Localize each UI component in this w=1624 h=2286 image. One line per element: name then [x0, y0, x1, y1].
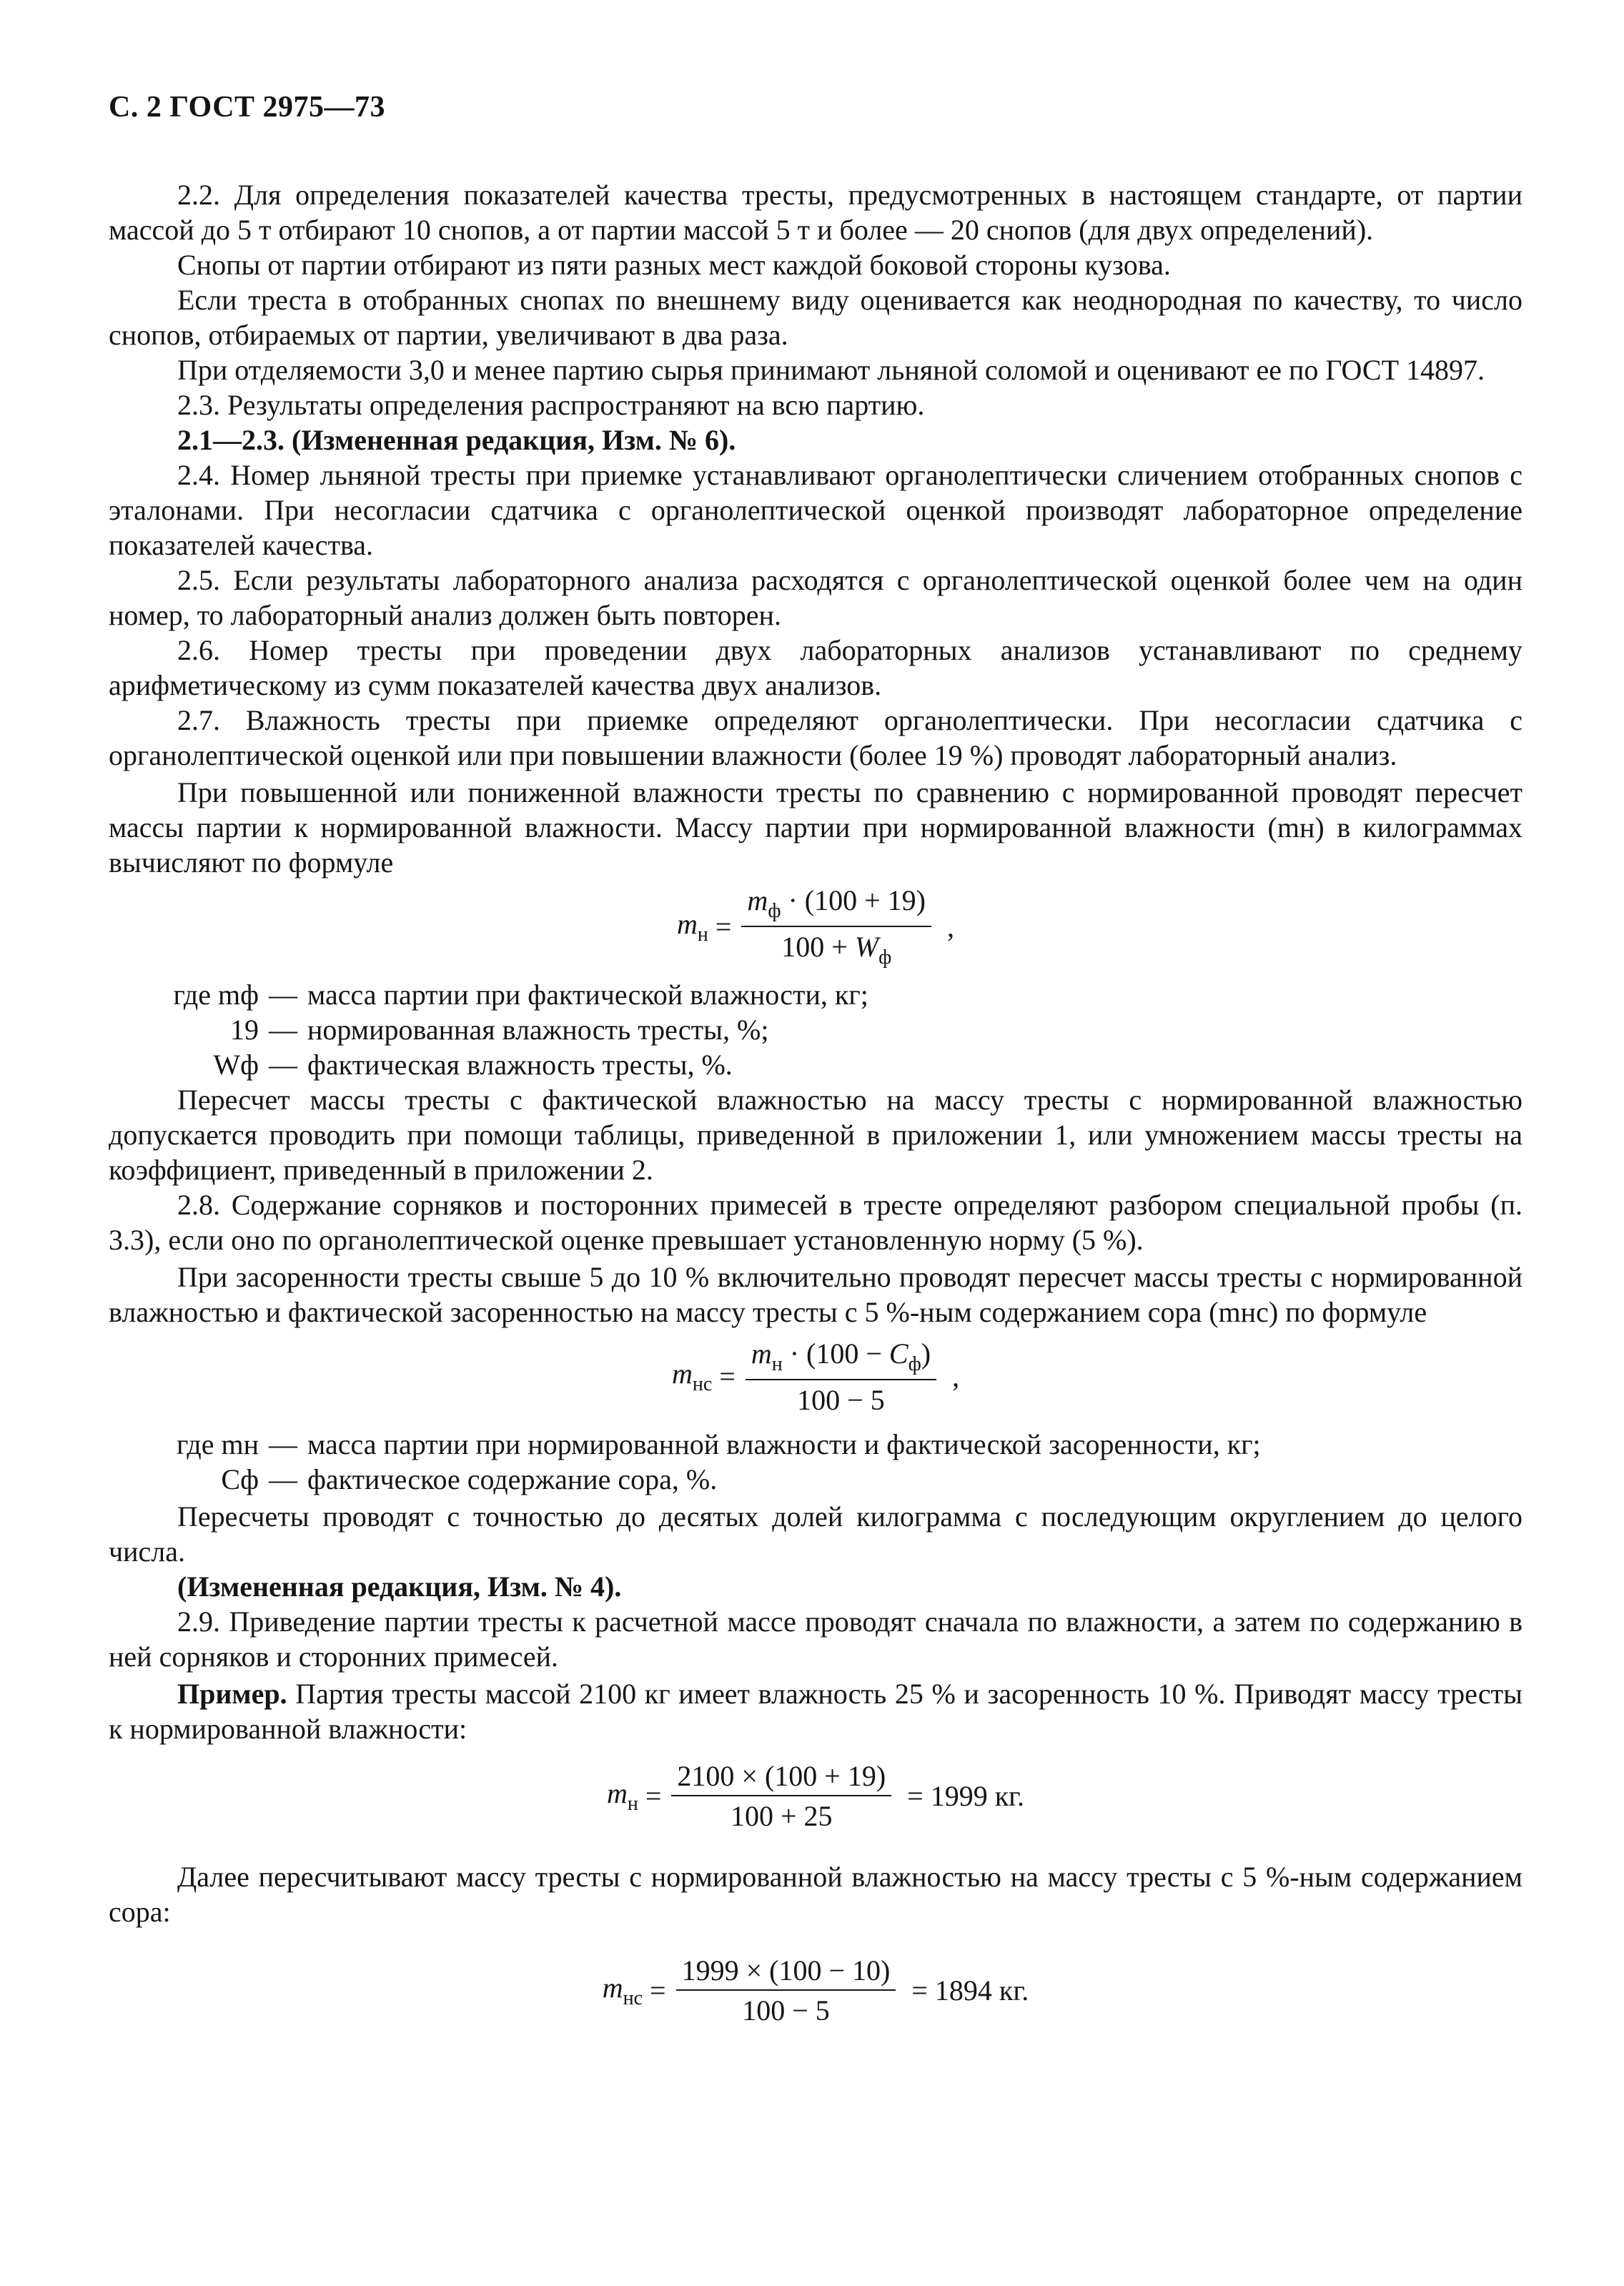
- paragraph-2-9: 2.9. Приведение партии тресты к расчетной массе проводят сначала по влажности, а затем по содержанию в ней сорняков и сторонних примесей.: [109, 1605, 1522, 1673]
- legend-row: где mф — масса партии при фактической влажности, кг;: [173, 979, 868, 1011]
- amendment-note-4: (Измененная редакция, Изм. № 4).: [177, 1570, 622, 1603]
- paragraph-sheaves-source: Снопы от партии отбирают из пяти разных мест каждой боковой стороны кузова.: [177, 249, 1171, 281]
- paragraph-2-8: 2.8. Содержание сорняков и посторонних примесей в тресте определяют разбором специальной пробы (п. 3.3), если оно по органолептической оценке превышает установленную норму (5 %).: [109, 1189, 1522, 1256]
- formula-example-1: $m_н$ = $\frac{2100 \times (100 + 19)}{100 + 25}$ = 1999 кг.: [606, 1760, 1025, 1832]
- formula-numerator: 1999 × (100 − 10): [676, 1956, 896, 1991]
- paragraph-2-2: 2.2. Для определения показателей качества тресты, предусмотренных в настоящем стандарте, от партии массой до 5 т отбирают 10 снопов, а от партии массой 5 т и более — 20 снопов (для двух определений).: [109, 179, 1522, 246]
- paragraph-example: [109, 1676, 1522, 1746]
- page-header: С. 2 ГОСТ 2975—73: [109, 91, 386, 124]
- document-body: [109, 177, 1522, 2034]
- formula-legend-2: [109, 1427, 1522, 1497]
- paragraph-2-4: 2.4. Номер льняной тресты при приемке устанавливают органолептически сличением отобранных снопов с эталонами. При несогласии сдатчика с органолептической оценкой производят лабораторное определение показателей качества.: [109, 459, 1522, 561]
- legend-row: Сф — фактическое содержание сора, %.: [221, 1463, 718, 1495]
- paragraph-weed-recalc: При засоренности тресты свыше 5 до 10 % включительно проводят пересчет массы тресты с нормированной влажностью и фактической засоренностью на массу тресты с 5 %-ным содержанием сора (mнс) по формуле: [109, 1261, 1522, 1328]
- paragraph-rounding: Пересчеты проводят с точностью до десятых долей килограмма с последующим округлением до целого числа.: [109, 1500, 1522, 1568]
- formula-mass-normalized: $m_н$ = $\frac{m_ф \cdot (100 + 19)}{100 + W_ф}$ ,: [676, 884, 954, 969]
- formula-lhs: $m_н$: [606, 1776, 638, 1815]
- formula-example-2: $m_{нс}$ = $\frac{1999 \times (100 - 10)}{100 - 5}$ = 1894 кг.: [602, 1954, 1029, 2027]
- paragraph-2-6: 2.6. Номер тресты при проведении двух лабораторных анализов устанавливают по среднему арифметическому из сумм показателей качества двух анализов.: [109, 634, 1522, 701]
- paragraph-moisture-recalc: При повышенной или пониженной влажности тресты по сравнению с нормированной проводят пересчет массы партии к нормированной влажности. Массу партии при нормированной влажности (mн) в килограммах вычисляют по формуле: [109, 776, 1522, 879]
- amendment-note-6: 2.1—2.3. (Измененная редакция, Изм. № 6).: [177, 424, 736, 456]
- paragraph-separability: При отделяемости 3,0 и менее партию сырья принимают льняной соломой и оценивают ее по ГОСТ 14897.: [177, 354, 1485, 386]
- example-label: Пример.: [177, 1678, 287, 1710]
- legend-row: 19 — нормированная влажность тресты, %;: [230, 1014, 769, 1046]
- formula-denominator: 100 + 25: [730, 1800, 833, 1832]
- formula-legend-1: [109, 977, 1522, 1082]
- paragraph-2-5: 2.5. Если результаты лабораторного анализа расходятся с органолептической оценкой более чем на один номер, то лабораторный анализ должен быть повторен.: [109, 564, 1522, 631]
- formula-numerator: $m_н \cdot (100 - C_ф)$: [746, 1340, 936, 1380]
- formula-lhs: $m_{нс}$: [602, 1971, 643, 2009]
- formula-denominator: 100 − 5: [797, 1383, 885, 1416]
- formula-fraction: [746, 1337, 936, 1416]
- formula-fraction: [671, 1762, 891, 1831]
- formula-lhs: $m_н$: [676, 907, 708, 946]
- legend-row: Wф — фактическая влажность тресты, %.: [213, 1049, 733, 1081]
- example-text: Партия тресты массой 2100 кг имеет влажность 25 % и засоренность 10 %. Приводят массу тресты к нормированной влажности:: [109, 1678, 1522, 1745]
- paragraph-2-3: 2.3. Результаты определения распространяют на всю партию.: [177, 389, 925, 421]
- paragraph-nonuniform: Если треста в отобранных снопах по внешнему виду оценивается как неоднородная по качеству, то число снопов, отбираемых от партии, увеличивают в два раза.: [109, 284, 1522, 351]
- formula-fraction: [741, 886, 931, 968]
- formula-result: = 1999 кг.: [907, 1780, 1025, 1812]
- formula-mass-weed: $m_{нс}$ = $\frac{m_н \cdot (100 - C_ф)}{100 - 5}$ ,: [671, 1337, 960, 1416]
- paragraph-table-coefficient: Пересчет массы тресты с фактической влажностью на массу тресты с нормированной влажностью допускается проводить при помощи таблицы, приведенной в приложении 1, или умножением массы тресты на коэффициент, приведенный в приложении 2.: [109, 1084, 1522, 1186]
- formula-numerator: $m_ф \cdot (100 + 19)$: [741, 886, 931, 927]
- formula-fraction: [676, 1956, 896, 2025]
- formula-denominator: $100 + W_ф$: [781, 931, 892, 969]
- formula-numerator: 2100 × (100 + 19): [671, 1762, 891, 1796]
- formula-result: = 1894 кг.: [911, 1974, 1029, 2007]
- formula-lhs: $m_{нс}$: [671, 1357, 713, 1395]
- paragraph-next-recalc: Далее пересчитывают массу тресты с нормированной влажностью на массу тресты с 5 %-ным содержанием сора:: [109, 1861, 1522, 1928]
- formula-denominator: 100 − 5: [742, 1994, 830, 2027]
- paragraph-2-7: 2.7. Влажность тресты при приемке определяют органолептически. При несогласии сдатчика с органолептической оценкой или при повышении влажности (более 19 %) проводят лабораторный анализ.: [109, 704, 1522, 771]
- legend-row: где mн — масса партии при нормированной влажности и фактической засоренности, кг;: [176, 1428, 1261, 1460]
